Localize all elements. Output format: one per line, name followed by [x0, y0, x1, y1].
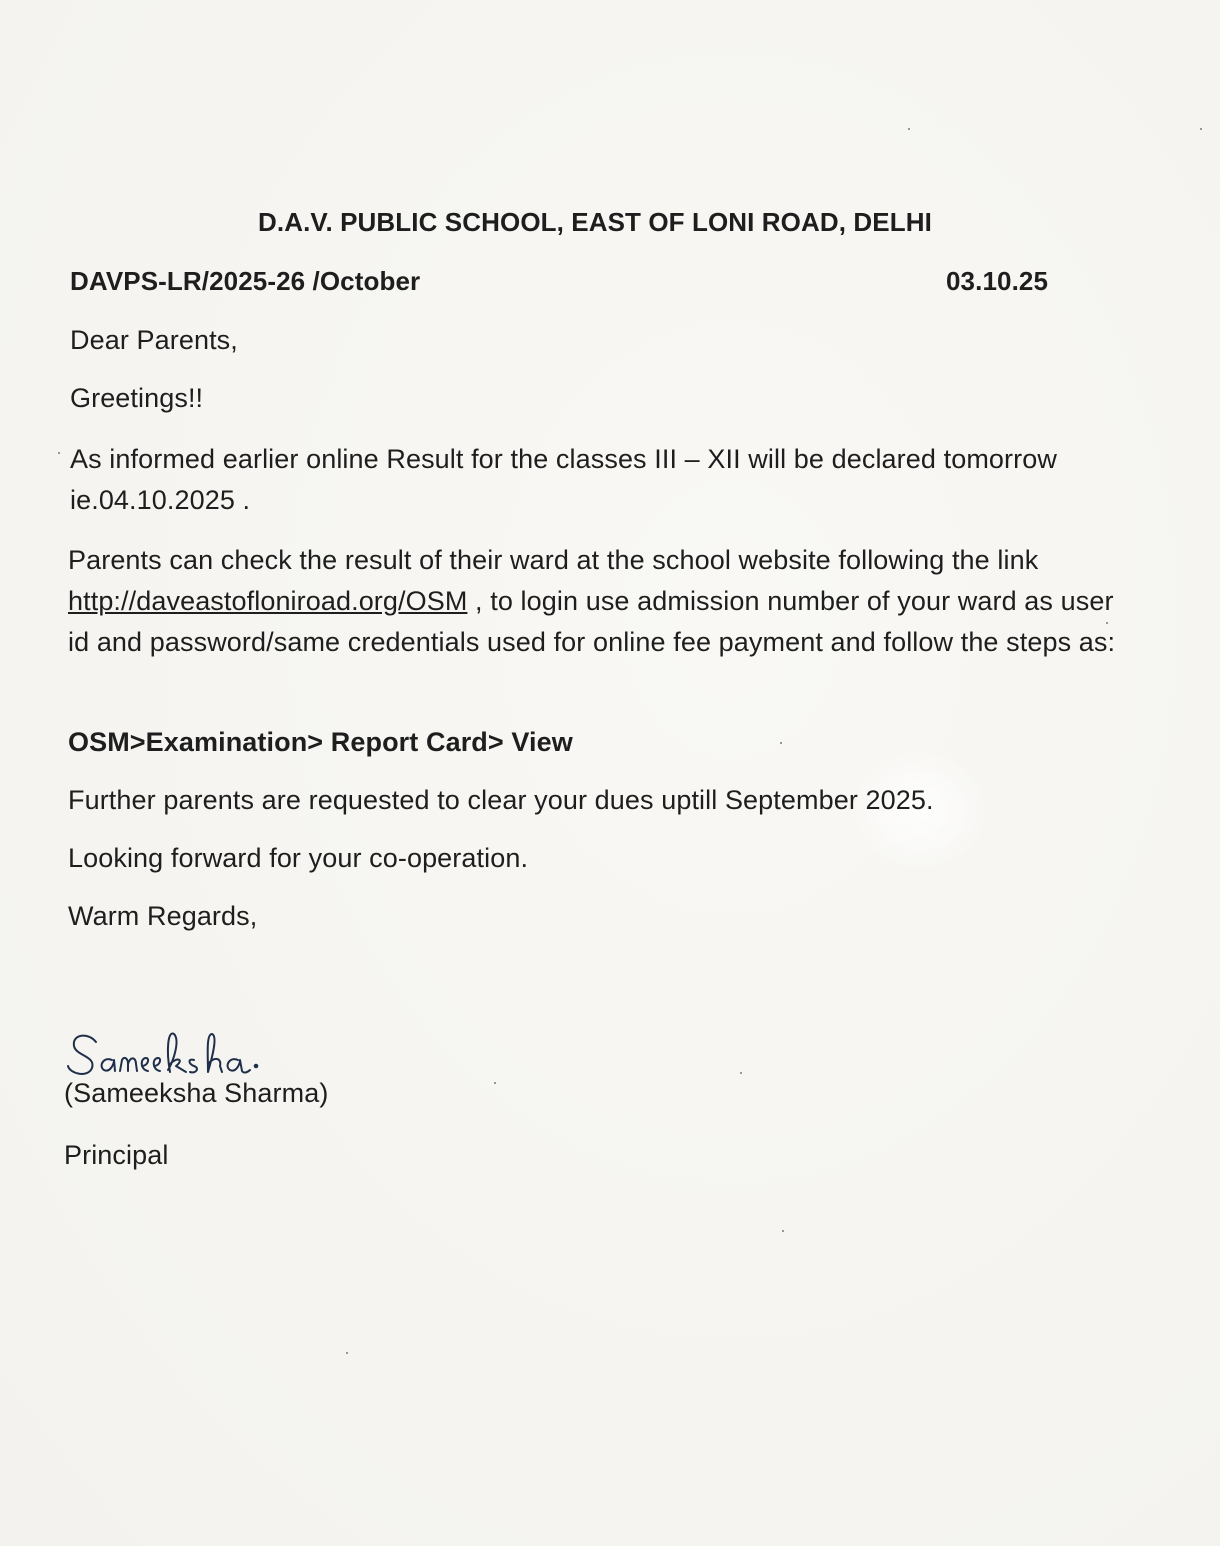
scan-speck [782, 1230, 784, 1232]
scan-speck [908, 128, 910, 130]
scan-speck [780, 742, 782, 744]
signatory-name: (Sameeksha Sharma) [64, 1078, 329, 1108]
scan-speck [58, 452, 60, 454]
dues-notice: Further parents are requested to clear your dues uptill September 2025. [68, 785, 934, 815]
reference-number: DAVPS-LR/2025-26 /October [70, 266, 421, 296]
scan-speck [1106, 622, 1108, 624]
result-announcement-paragraph: As informed earlier online Result for the classes III – XII will be declared tomorrow ie.04.10.2025 . [70, 444, 1057, 515]
cooperation-line: Looking forward for your co-operation. [68, 843, 529, 873]
letter-date: 03.10.25 [946, 266, 1049, 296]
scan-speck [346, 1352, 348, 1354]
login-instructions-rest: , to login use admission number of your ward as user id and password/same credentials used for online fee payment and follow the steps as: [68, 586, 1116, 657]
signatory-designation: Principal [64, 1140, 169, 1170]
navigation-steps: OSM>Examination> Report Card> View [68, 727, 573, 757]
greeting: Greetings!! [70, 383, 204, 413]
scan-speck [740, 1072, 742, 1074]
scan-speck [1200, 128, 1202, 130]
salutation: Dear Parents, [70, 325, 238, 355]
closing-regards: Warm Regards, [68, 901, 258, 931]
osm-website-link[interactable]: http://daveastofloniroad.org/OSM [68, 586, 468, 616]
login-instructions-intro: Parents can check the result of their ward at the school website following the link [68, 545, 1039, 575]
scan-speck [494, 1082, 496, 1084]
login-instructions-paragraph [68, 540, 1128, 663]
school-header: D.A.V. PUBLIC SCHOOL, EAST OF LONI ROAD, DELHI [258, 207, 932, 237]
